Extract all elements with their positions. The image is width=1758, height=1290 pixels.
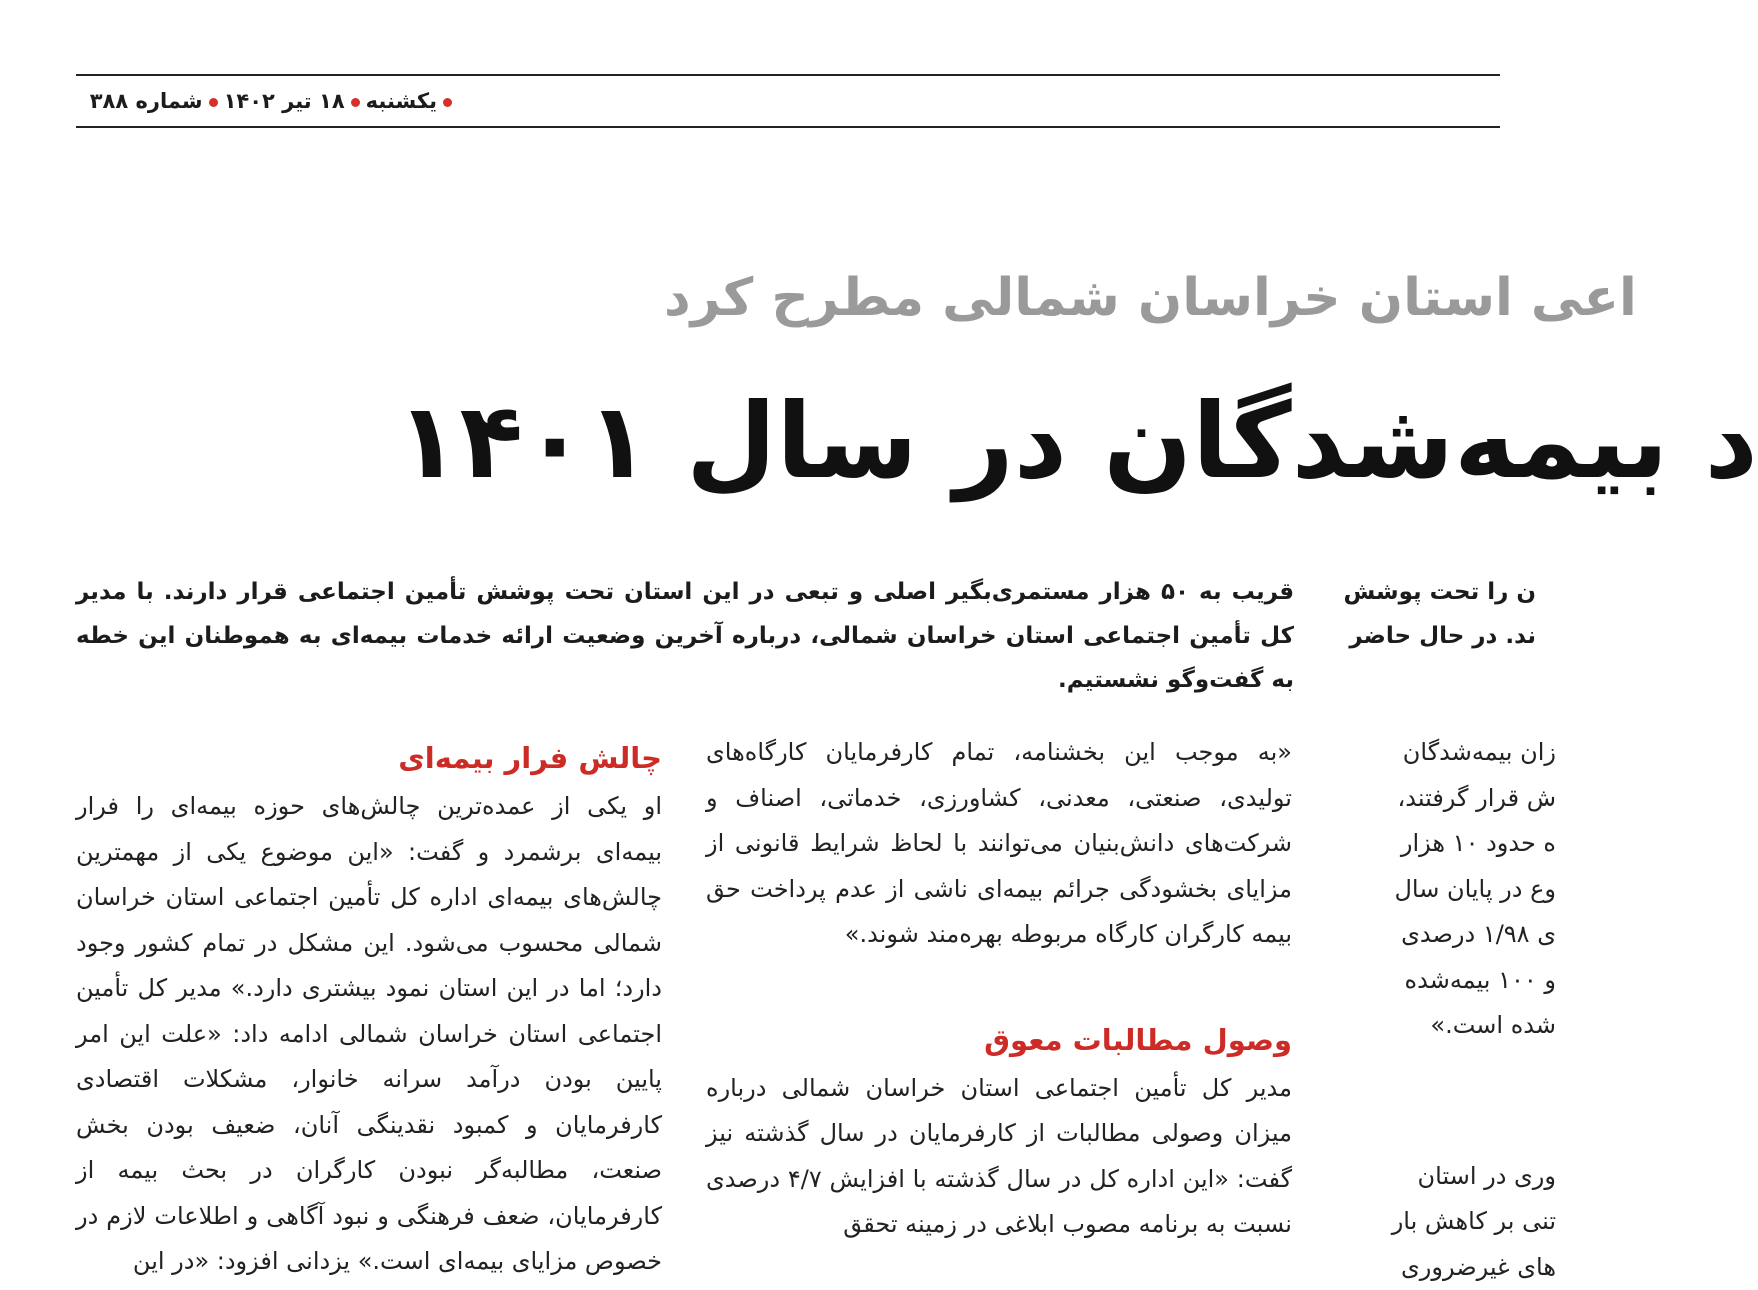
section-heading-debt-collection: وصول مطالبات معوق — [706, 1014, 1292, 1066]
bullet-icon — [443, 98, 452, 107]
article-column-right-cropped — [1336, 730, 1556, 1257]
column-line: ی ۱/۹۸ درصدی — [1336, 912, 1556, 958]
kicker-text: اعی استان خراسان شمالی مطرح کرد — [664, 258, 1637, 338]
bullet-icon — [209, 98, 218, 107]
article-column-middle — [706, 730, 1292, 1257]
column-line: ه حدود ۱۰ هزار — [1336, 821, 1556, 867]
column-line: شده است.» — [1336, 1003, 1556, 1049]
page-folio — [76, 84, 458, 118]
column-gap — [1336, 1049, 1556, 1154]
column-quote: «به موجب این بخشنامه، تمام کارفرمایان کارگاه‌های تولیدی، صنعتی، معدنی، کشاورزی، خدماتی، اصناف و شرکت‌های دانش‌بنیان می‌توانند با لحاظ شرایط قانونی از مزایای بخشودگی جرائم بیمه‌ای ناشی از عدم پرداخت حق بیمه کارگران کارگاه مربوطه بهره‌مند شوند.» — [706, 730, 1292, 958]
lead-line: ند. در حال حاضر — [1336, 614, 1536, 658]
article-column-left — [76, 732, 662, 1257]
kicker — [664, 258, 1540, 338]
column-line: و ۱۰۰ بیمه‌شده — [1336, 958, 1556, 1004]
column-line: وع در پایان سال — [1336, 867, 1556, 913]
top-rule — [76, 74, 1500, 76]
column-line: ش قرار گرفتند، — [1336, 776, 1556, 822]
headline — [396, 366, 1560, 516]
folio-date: ۱۸ تیر ۱۴۰۲ — [224, 89, 345, 113]
bullet-icon — [351, 98, 360, 107]
section-heading-bime-escape: چالش فرار بیمه‌ای — [76, 732, 662, 784]
column-line: تنی بر کاهش بار — [1336, 1199, 1556, 1245]
column-line: های غیرضروری — [1336, 1245, 1556, 1290]
folio-issue: شماره ۳۸۸ — [90, 89, 203, 113]
lead-paragraph-cropped — [1336, 570, 1536, 658]
lead-paragraph: قریب به ۵۰ هزار مستمری‌بگیر اصلی و تبعی در این استان تحت پوشش تأمین اجتماعی قرار دارند. با مدیر کل تأمین اجتماعی استان خراسان شمالی، درباره آخرین وضعیت ارائه خدمات بیمه‌ای به هموطنان این خطه به گفت‌وگو نشستیم. — [76, 570, 1294, 702]
column-line: وری در استان — [1336, 1154, 1556, 1200]
headline-text: د بیمه‌شدگان در سال ۱۴۰۱ — [396, 366, 1758, 516]
column-body: او یکی از عمده‌ترین چالش‌های حوزه بیمه‌ای را فرار بیمه‌ای برشمرد و گفت: «این موضوع یکی از مهمترین چالش‌های بیمه‌ای اداره کل تأمین اجتماعی استان خراسان شمالی محسوب می‌شود. این مشکل در تمام کشور وجود دارد؛ اما در این استان نمود بیشتری دارد.» مدیر کل تأمین اجتماعی استان خراسان شمالی ادامه داد: «علت این امر پایین بودن درآمد سرانه خانوار، مشکلات اقتصادی کارفرمایان و کمبود نقدینگی آنان، ضعیف بودن بخش صنعت، مطالبه‌گر نبودن کارگران در بحث بیمه از کارفرمایان، ضعف فرهنگی و نبود آگاهی و اطلاعات لازم در خصوص مزایای بیمه‌ای است.» یزدانی افزود: «در این — [76, 784, 662, 1285]
column-line: زان بیمه‌شدگان — [1336, 730, 1556, 776]
header-rule — [76, 126, 1500, 128]
column-body: مدیر کل تأمین اجتماعی استان خراسان شمالی درباره میزان وصولی مطالبات از کارفرمایان در سال گذشته نیز گفت: «این اداره کل در سال گذشته با افزایش ۴/۷ درصدی نسبت به برنامه مصوب ابلاغی در زمینه تحقق — [706, 1066, 1292, 1248]
lead-line: ن را تحت پوشش — [1336, 570, 1536, 614]
folio-day: یکشنبه — [366, 89, 437, 113]
